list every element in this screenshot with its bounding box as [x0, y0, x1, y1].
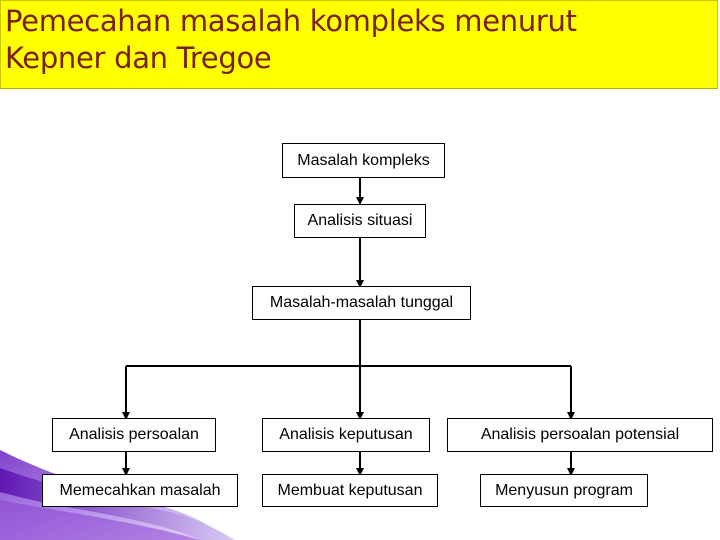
node-branch-3-bottom-label: Menyusun program: [495, 481, 633, 499]
node-branch-3-top-label: Analisis persoalan potensial: [480, 426, 680, 443]
node-branch-3-top: [447, 418, 713, 452]
node-branch-2-bottom: [262, 474, 438, 507]
node-root-label: Masalah kompleks: [297, 151, 430, 169]
node-branch-1-top-label: Analisis persoalan: [69, 426, 199, 443]
node-branch-2-top: [262, 418, 430, 452]
node-branch-3-bottom: [480, 474, 648, 507]
node-masalah-tunggal: [252, 286, 471, 320]
node-branch-1-top: [52, 418, 216, 452]
node-masalah-tunggal-label: Masalah-masalah tunggal: [269, 294, 454, 311]
node-branch-2-bottom-label: Membuat keputusan: [277, 481, 423, 499]
slide-title: Pemecahan masalah kompleks menurut Kepner dan Tregoe: [5, 4, 577, 75]
node-analisis-situasi-label: Analisis situasi: [307, 212, 413, 229]
node-branch-1-bottom-label: Memecahkan masalah: [59, 481, 221, 499]
node-root: [282, 143, 445, 178]
node-branch-1-bottom: [42, 474, 238, 507]
node-analisis-situasi: [294, 204, 426, 238]
node-branch-2-top-label: Analisis keputusan: [279, 426, 413, 443]
